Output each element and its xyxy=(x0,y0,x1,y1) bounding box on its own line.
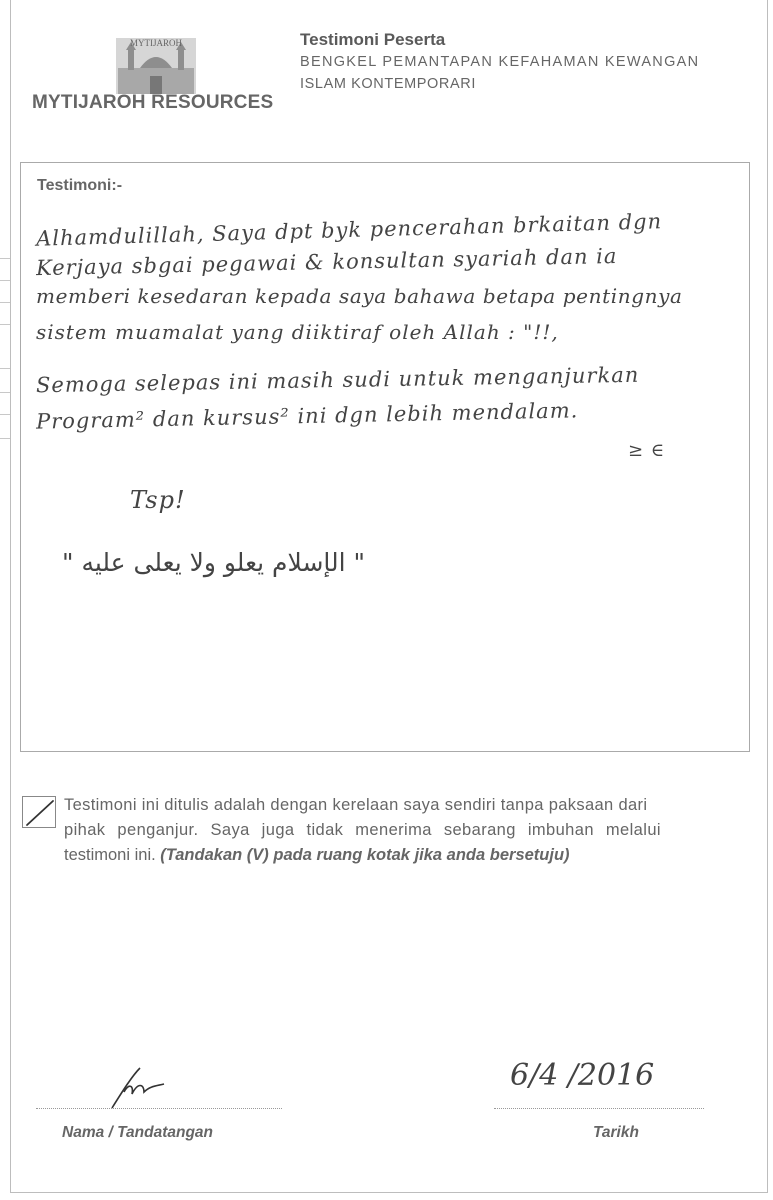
logo-wordmark: MYTIJAROH xyxy=(129,38,183,48)
declaration-instruction: (Tandakan (V) pada ruang kotak jika anda bersetuju) xyxy=(160,846,570,864)
declaration-text xyxy=(64,846,570,865)
declaration-text-plain: testimoni ini. xyxy=(64,846,156,864)
date-value: 6/4 /2016 xyxy=(510,1058,655,1093)
margin-rule xyxy=(0,302,10,303)
signature-scribble xyxy=(100,1062,180,1112)
margin-rule xyxy=(0,392,10,393)
signature-field[interactable] xyxy=(36,1108,282,1109)
handwritten-line: Tsp! xyxy=(130,486,186,514)
margin-rule xyxy=(0,414,10,415)
margin-rule xyxy=(0,368,10,369)
margin-rule xyxy=(0,438,10,439)
declaration-text: pihak penganjur. Saya juga tidak menerima sebarang imbuhan melalui xyxy=(64,821,661,839)
check-mark-icon xyxy=(23,797,57,829)
testimonial-label: Testimoni:- xyxy=(37,177,123,194)
date-field[interactable] xyxy=(494,1108,704,1109)
declaration-text: Testimoni ini ditulis adalah dengan kerelaan saya sendiri tanpa paksaan dari xyxy=(64,796,648,814)
signature-label: Nama / Tandatangan xyxy=(62,1124,214,1141)
handwritten-line: sistem muamalat yang diiktiraf oleh Allah : "!!, xyxy=(36,320,559,344)
form-subtitle: ISLAM KONTEMPORARI xyxy=(300,76,476,92)
org-name: MYTIJAROH RESOURCES xyxy=(32,92,274,113)
form-subtitle: BENGKEL PEMANTAPAN KEFAHAMAN KEWANGAN xyxy=(300,54,700,70)
handwritten-line: Semoga selepas ini masih sudi untuk menganjurkan xyxy=(35,362,640,398)
handwritten-line: Alhamdulillah, Saya dpt byk pencerahan brkaitan dgn xyxy=(35,209,663,251)
smiley-doodle: ≥ ∈ xyxy=(628,440,666,461)
margin-rule xyxy=(0,280,10,281)
margin-rule xyxy=(0,324,10,325)
handwritten-arabic-line: " الإسلام يعلو ولا يعلى عليه " xyxy=(62,548,366,577)
agree-checkbox[interactable] xyxy=(22,796,56,828)
handwritten-line: Program² dan kursus² ini dgn lebih mendalam. xyxy=(35,398,579,434)
margin-rule xyxy=(0,258,10,259)
form-title: Testimoni Peserta xyxy=(300,30,446,49)
handwritten-line: Kerjaya sbgai pegawai & konsultan syariah dan ia xyxy=(35,243,618,281)
date-label: Tarikh xyxy=(593,1124,639,1141)
handwritten-line: memberi kesedaran kepada saya bahawa betapa pentingnya xyxy=(36,284,683,308)
company-logo xyxy=(110,28,202,94)
